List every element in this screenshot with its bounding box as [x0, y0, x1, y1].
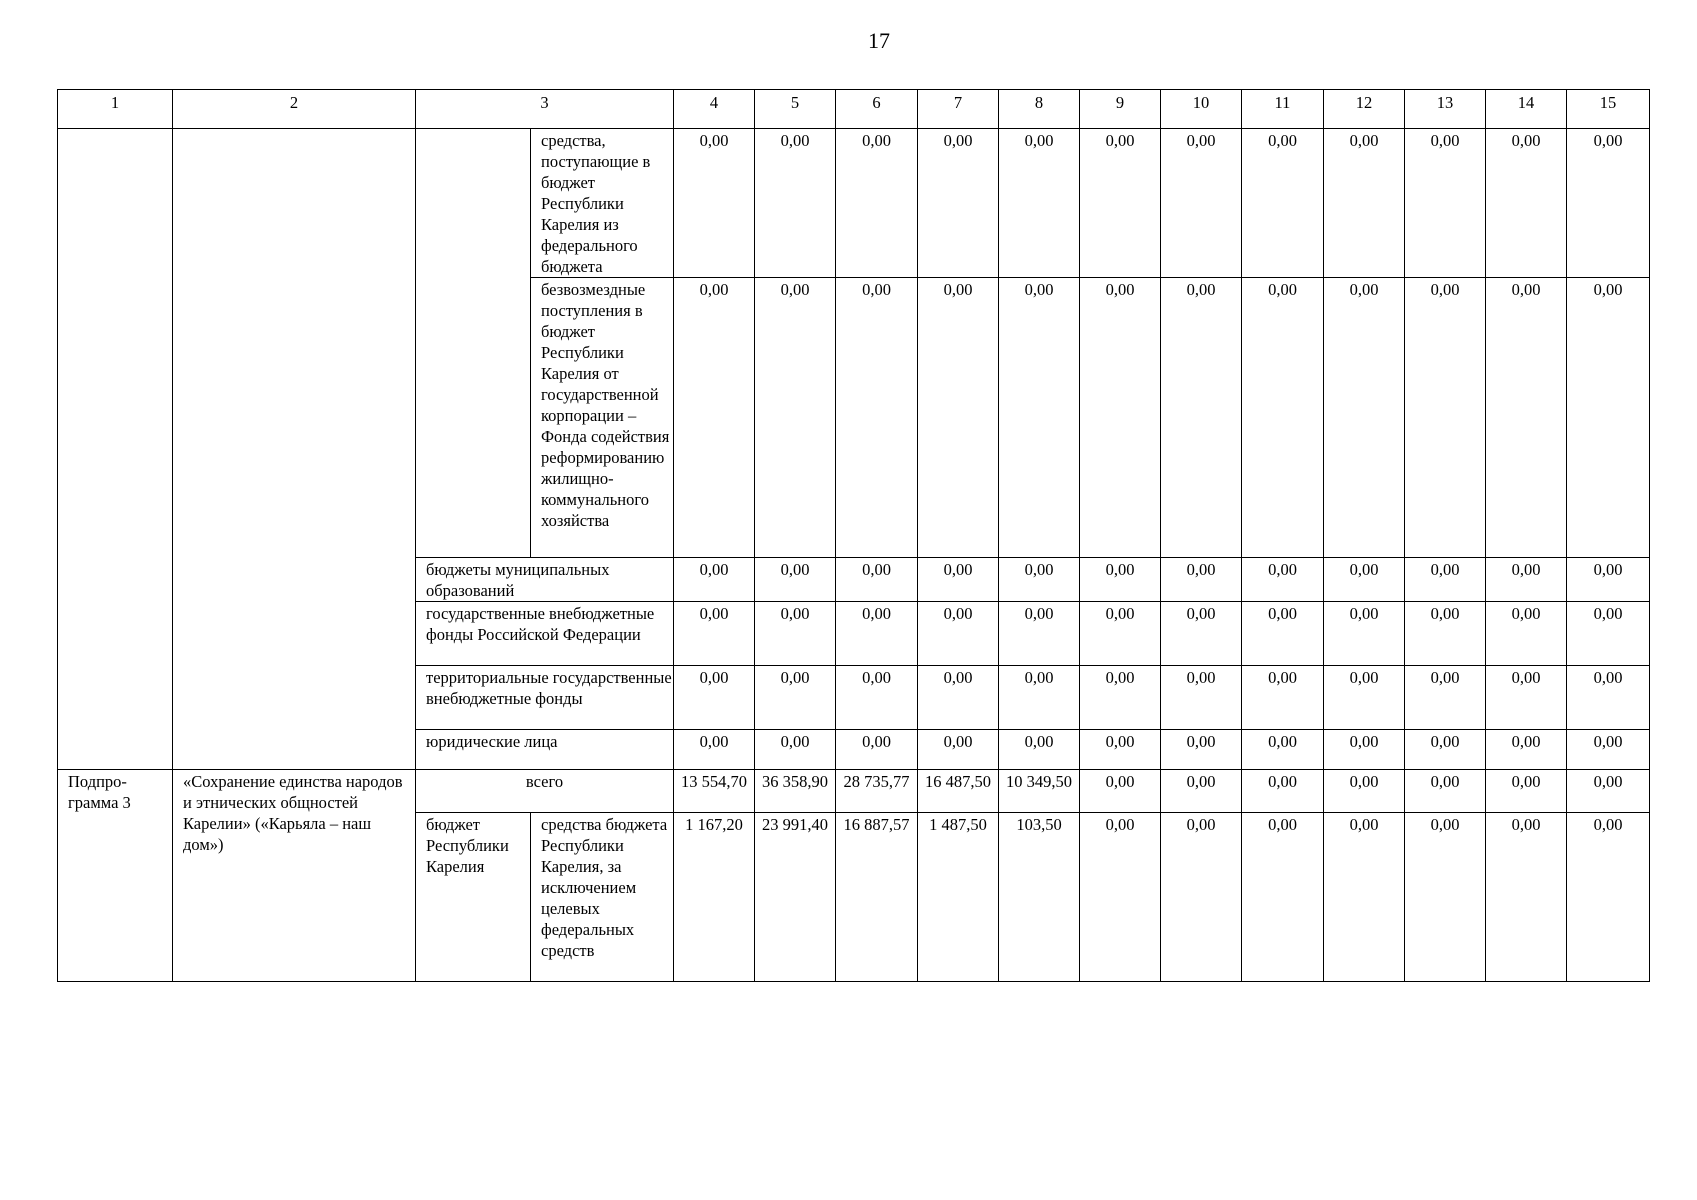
budget-table	[57, 89, 1650, 982]
header-cell: 10	[1161, 90, 1242, 129]
header-cell: 15	[1567, 90, 1650, 129]
value-cell: 23 991,40	[755, 813, 836, 982]
value-cell: 0,00	[1324, 813, 1405, 982]
value-cell: 0,00	[836, 730, 918, 770]
value-cell: 0,00	[918, 129, 999, 278]
value-cell: 0,00	[999, 730, 1080, 770]
value-cell: 1 167,20	[674, 813, 755, 982]
value-cell: 0,00	[1405, 558, 1486, 602]
value-cell: 0,00	[918, 558, 999, 602]
value-cell: 0,00	[1486, 129, 1567, 278]
source-label: средства, поступающие в бюджет Республики Карелия из федерального бюджета	[531, 129, 674, 278]
value-cell: 0,00	[1405, 602, 1486, 666]
value-cell: 0,00	[1567, 730, 1650, 770]
value-cell: 0,00	[1324, 602, 1405, 666]
page-number: 17	[868, 28, 890, 53]
value-cell: 0,00	[1080, 770, 1161, 813]
value-cell: 0,00	[836, 666, 918, 730]
value-cell: 0,00	[755, 602, 836, 666]
value-cell: 36 358,90	[755, 770, 836, 813]
header-cell: 2	[173, 90, 416, 129]
source-label: юридические лица	[416, 730, 674, 770]
value-cell: 13 554,70	[674, 770, 755, 813]
source-label: территориальные государственные внебюджетные фонды	[416, 666, 674, 730]
value-cell: 0,00	[1242, 278, 1324, 558]
value-cell: 0,00	[1242, 129, 1324, 278]
header-row	[58, 90, 1650, 129]
value-cell: 1 487,50	[918, 813, 999, 982]
value-cell: 0,00	[755, 730, 836, 770]
value-cell: 0,00	[918, 666, 999, 730]
value-cell: 0,00	[1161, 770, 1242, 813]
value-cell: 0,00	[1405, 666, 1486, 730]
value-cell: 16 487,50	[918, 770, 999, 813]
source-label: государственные внебюджетные фонды Российской Федерации	[416, 602, 674, 666]
header-cell: 1	[58, 90, 173, 129]
value-cell: 0,00	[1324, 730, 1405, 770]
value-cell: 0,00	[1080, 558, 1161, 602]
source-label: безвозмездные поступления в бюджет Республики Карелия от государственной корпорации – Фонда содействия реформированию жилищно-коммунального хозяйства	[531, 278, 674, 558]
empty-cell	[416, 129, 531, 558]
value-cell: 0,00	[1567, 129, 1650, 278]
value-cell: 0,00	[1567, 602, 1650, 666]
value-cell: 0,00	[1567, 770, 1650, 813]
value-cell: 0,00	[1080, 602, 1161, 666]
value-cell: 0,00	[1567, 558, 1650, 602]
value-cell: 0,00	[918, 602, 999, 666]
value-cell: 0,00	[1486, 813, 1567, 982]
value-cell: 0,00	[1324, 278, 1405, 558]
value-cell: 0,00	[999, 602, 1080, 666]
total-label: всего	[416, 770, 674, 813]
value-cell: 0,00	[999, 558, 1080, 602]
value-cell: 0,00	[1324, 666, 1405, 730]
empty-cell	[58, 129, 173, 770]
value-cell: 0,00	[674, 278, 755, 558]
header-cell: 12	[1324, 90, 1405, 129]
value-cell: 0,00	[1242, 558, 1324, 602]
header-cell: 13	[1405, 90, 1486, 129]
value-cell: 0,00	[755, 278, 836, 558]
value-cell: 28 735,77	[836, 770, 918, 813]
value-cell: 0,00	[999, 666, 1080, 730]
empty-cell	[173, 129, 416, 770]
value-cell: 0,00	[918, 278, 999, 558]
value-cell: 0,00	[755, 129, 836, 278]
value-cell: 0,00	[674, 602, 755, 666]
value-cell: 10 349,50	[999, 770, 1080, 813]
value-cell: 0,00	[999, 278, 1080, 558]
value-cell: 0,00	[836, 129, 918, 278]
value-cell: 103,50	[999, 813, 1080, 982]
value-cell: 0,00	[1324, 129, 1405, 278]
value-cell: 0,00	[755, 666, 836, 730]
header-cell: 6	[836, 90, 918, 129]
value-cell: 0,00	[1486, 278, 1567, 558]
value-cell: 0,00	[1405, 770, 1486, 813]
value-cell: 0,00	[999, 129, 1080, 278]
value-cell: 0,00	[1161, 730, 1242, 770]
value-cell: 0,00	[1567, 666, 1650, 730]
value-cell: 0,00	[1486, 558, 1567, 602]
value-cell: 0,00	[1242, 730, 1324, 770]
value-cell: 0,00	[1080, 730, 1161, 770]
value-cell: 0,00	[836, 558, 918, 602]
source-label: бюджеты муниципальных образований	[416, 558, 674, 602]
value-cell: 0,00	[674, 730, 755, 770]
header-cell: 5	[755, 90, 836, 129]
subprogram-code: Подпро-грамма 3	[58, 770, 173, 982]
value-cell: 0,00	[918, 730, 999, 770]
value-cell: 0,00	[836, 602, 918, 666]
value-cell: 0,00	[1405, 278, 1486, 558]
value-cell: 0,00	[1486, 770, 1567, 813]
value-cell: 0,00	[1161, 278, 1242, 558]
value-cell: 0,00	[1324, 558, 1405, 602]
value-cell: 0,00	[674, 666, 755, 730]
value-cell: 0,00	[836, 278, 918, 558]
header-cell: 4	[674, 90, 755, 129]
value-cell: 0,00	[1080, 278, 1161, 558]
value-cell: 0,00	[1161, 813, 1242, 982]
source-label: средства бюджета Республики Карелия, за исключением целевых федеральных средств	[531, 813, 674, 982]
header-cell: 11	[1242, 90, 1324, 129]
header-cell: 14	[1486, 90, 1567, 129]
value-cell: 0,00	[1405, 813, 1486, 982]
header-cell: 3	[416, 90, 674, 129]
value-cell: 0,00	[1486, 602, 1567, 666]
value-cell: 0,00	[1242, 813, 1324, 982]
value-cell: 0,00	[1567, 278, 1650, 558]
header-cell: 8	[999, 90, 1080, 129]
value-cell: 0,00	[1242, 602, 1324, 666]
header-cell: 7	[918, 90, 999, 129]
table-row	[58, 770, 1650, 813]
value-cell: 0,00	[1405, 129, 1486, 278]
value-cell: 0,00	[1161, 602, 1242, 666]
value-cell: 0,00	[1161, 558, 1242, 602]
value-cell: 0,00	[1486, 730, 1567, 770]
value-cell: 16 887,57	[836, 813, 918, 982]
value-cell: 0,00	[1242, 770, 1324, 813]
value-cell: 0,00	[1161, 129, 1242, 278]
subprogram-name: «Сохранение единства народов и этнических общностей Карелии» («Карьяла – наш дом»)	[173, 770, 416, 982]
value-cell: 0,00	[674, 558, 755, 602]
value-cell: 0,00	[1080, 666, 1161, 730]
value-cell: 0,00	[674, 129, 755, 278]
value-cell: 0,00	[1567, 813, 1650, 982]
budget-label: бюджет Республики Карелия	[416, 813, 531, 982]
value-cell: 0,00	[1080, 813, 1161, 982]
value-cell: 0,00	[1242, 666, 1324, 730]
table-row	[58, 129, 1650, 278]
value-cell: 0,00	[1405, 730, 1486, 770]
value-cell: 0,00	[1486, 666, 1567, 730]
value-cell: 0,00	[1080, 129, 1161, 278]
value-cell: 0,00	[1324, 770, 1405, 813]
value-cell: 0,00	[1161, 666, 1242, 730]
value-cell: 0,00	[755, 558, 836, 602]
header-cell: 9	[1080, 90, 1161, 129]
